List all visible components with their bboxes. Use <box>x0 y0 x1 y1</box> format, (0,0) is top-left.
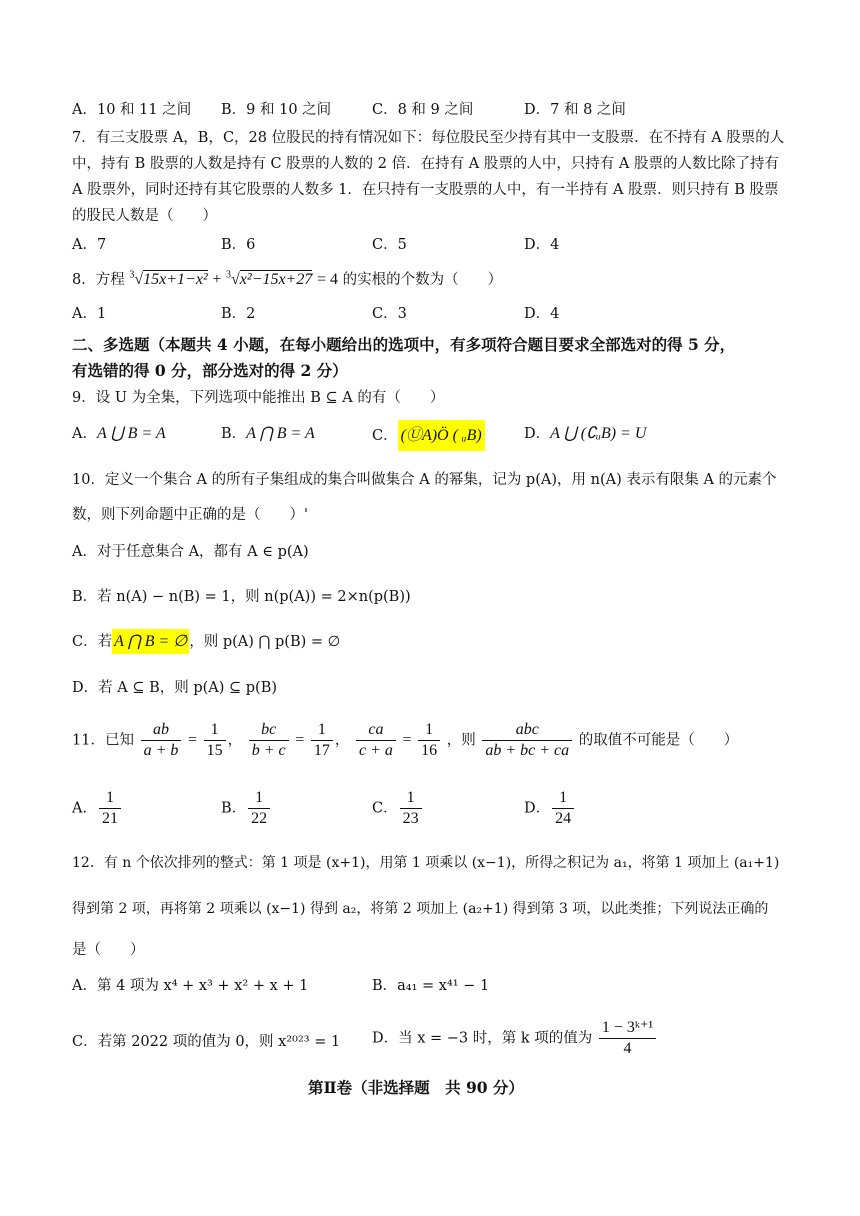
q8-option-a: A．1 <box>72 306 107 322</box>
q9-option-c: C． (ⓊA)Ö ( ᵤB) <box>372 422 485 445</box>
q12-option-d-fraction: $\frac{\text{1 − 3ᵏ⁺¹}}{4}$ <box>599 1018 656 1059</box>
q8-option-b: B．2 <box>221 306 256 322</box>
q11-option-b: B． $\frac{1}{22}$ <box>221 788 272 829</box>
q7-option-b: B．6 <box>221 237 256 253</box>
q11-fraction-4: $\frac{\text{abc}}{ab + bc + ca}$ <box>482 720 572 761</box>
q8-option-d: D．4 <box>524 306 560 322</box>
q12-option-d: D．当 x = −3 时，第 k 项的值为 $\frac{\text{1 − 3ᵏ⁺¹}}{4}$ <box>372 1018 658 1059</box>
section-2-line-2: 有选错的得 0 分，部分选对的得 2 分） <box>72 361 348 380</box>
q11-stem: 11．已知 $\frac{ab}{a + b}$ = $\frac{1}{15}$ ， $\frac{bc}{b + c}$ = $\frac{1}{17}$ ， $\frac{ca}{c + a}$ = $\frac{1}{16}$ ，则 $\frac{\text{abc}}{ab + bc + ca}$ 的取值不可能是（ ） <box>72 721 739 759</box>
q10-option-a: A．对于任意集合 A，都有 A ∈ p(A) <box>72 544 309 560</box>
q10-option-c-highlight: A ⋂ B = ∅ <box>112 629 189 654</box>
q8-suffix: 的实根的个数为（ ） <box>342 272 503 288</box>
q12-option-c: C．若第 2022 项的值为 0，则 x²⁰²³ = 1 <box>72 1034 341 1050</box>
q10-line-1: 10．定义一个集合 A 的所有子集组成的集合叫做集合 A 的幂集，记为 p(A)，用 n(A) 表示有限集 A 的元素个 <box>72 472 777 488</box>
q9-option-a: A．A ⋃ B = A <box>72 425 166 442</box>
q12-option-b: B．a₄₁ = x⁴¹ − 1 <box>372 978 490 994</box>
part-2-title: 第Ⅱ卷（非选择题 共 90 分） <box>308 1078 524 1097</box>
q9-option-d: D．A ⋃ (∁ᵤB) = U <box>524 425 647 442</box>
q8-equals: = 4 <box>316 271 338 288</box>
q12-line-3: 是（ ） <box>72 942 145 958</box>
q10-option-b: B．若 n(A) − n(B) = 1，则 n(p(A)) = 2×n(p(B)) <box>72 589 411 605</box>
q7-line-1: 7．有三支股票 A，B，C，28 位股民的持有情况如下：每位股民至少持有其中一支股票．在不持有 A 股票的人 <box>72 130 785 146</box>
q7-option-d: D．4 <box>524 237 560 253</box>
q9-option-b: B．A ⋂ B = A <box>221 425 315 442</box>
q7-option-c: C．5 <box>372 237 407 253</box>
q10-option-c: C．若 A ⋂ B = ∅ ，则 p(A) ⋂ p(B) = ∅ <box>72 630 340 651</box>
q6-option-b: B．9 和 10 之间 <box>221 102 332 118</box>
q10-option-d: D．若 A ⊆ B，则 p(A) ⊆ p(B) <box>72 680 278 696</box>
q7-line-3: A 股票外，同时还持有其它股票的人数多 1．在只持有一支股票的人中，有一半持有 A 股票．则只持有 B 股票 <box>72 182 779 198</box>
q11-fraction-1: $\frac{ab}{a + b}$ <box>141 720 182 761</box>
q9-stem: 9．设 U 为全集，下列选项中能推出 B ⊆ A 的有（ ） <box>72 390 445 406</box>
q9-option-c-highlight: (ⓊA)Ö ( ᵤB) <box>398 420 485 451</box>
q7-line-2: 中，持有 B 股票的人数是持有 C 股票的人数的 2 倍．在持有 A 股票的人中，只持有 A 股票的人数比除了持有 <box>72 156 780 172</box>
q7-option-a: A．7 <box>72 237 107 253</box>
section-2-line-1: 二、多选题（本题共 4 小题，在每小题给出的选项中，有多项符合题目要求全部选对的得 5 分， <box>72 335 736 354</box>
q7-line-4: 的股民人数是（ ） <box>72 208 217 224</box>
q8-option-c: C．3 <box>372 306 407 322</box>
q11-option-c: C． $\frac{1}{23}$ <box>372 788 424 829</box>
q12-option-a: A．第 4 项为 x⁴ + x³ + x² + x + 1 <box>72 978 309 994</box>
q11-option-d: D． $\frac{1}{24}$ <box>524 788 576 829</box>
q8-cube-root-1: $^3$√15x+1−x² <box>129 269 208 288</box>
q8-prefix: 8．方程 <box>72 272 125 288</box>
q11-option-a: A． $\frac{1}{21}$ <box>72 788 123 829</box>
q6-option-c: C．8 和 9 之间 <box>372 102 474 118</box>
q12-line-1: 12．有 n 个依次排列的整式：第 1 项是 (x+1)，用第 1 项乘以 (x−1)，所得之积记为 a₁，将第 1 项加上 (a₁+1) <box>72 855 780 871</box>
q12-line-2: 得到第 2 项，再将第 2 项乘以 (x−1) 得到 a₂，将第 2 项加上 (a₂+1) 得到第 3 项，以此类推；下列说法正确的 <box>72 901 769 917</box>
q11-fraction-2: $\frac{bc}{b + c}$ <box>249 720 289 761</box>
q6-option-d: D．7 和 8 之间 <box>524 102 626 118</box>
q11-fraction-3: $\frac{ca}{c + a}$ <box>356 720 396 761</box>
q6-option-a: A．10 和 11 之间 <box>72 102 192 118</box>
q8-stem: 8．方程 $^3$√15x+1−x² + $^3$√x²−15x+27 = 4 的实根的个数为（ ） <box>72 269 503 288</box>
q10-line-2: 数，则下列命题中正确的是（ ）' <box>72 507 308 523</box>
q8-cube-root-2: $^3$√x²−15x+27 <box>225 269 313 288</box>
